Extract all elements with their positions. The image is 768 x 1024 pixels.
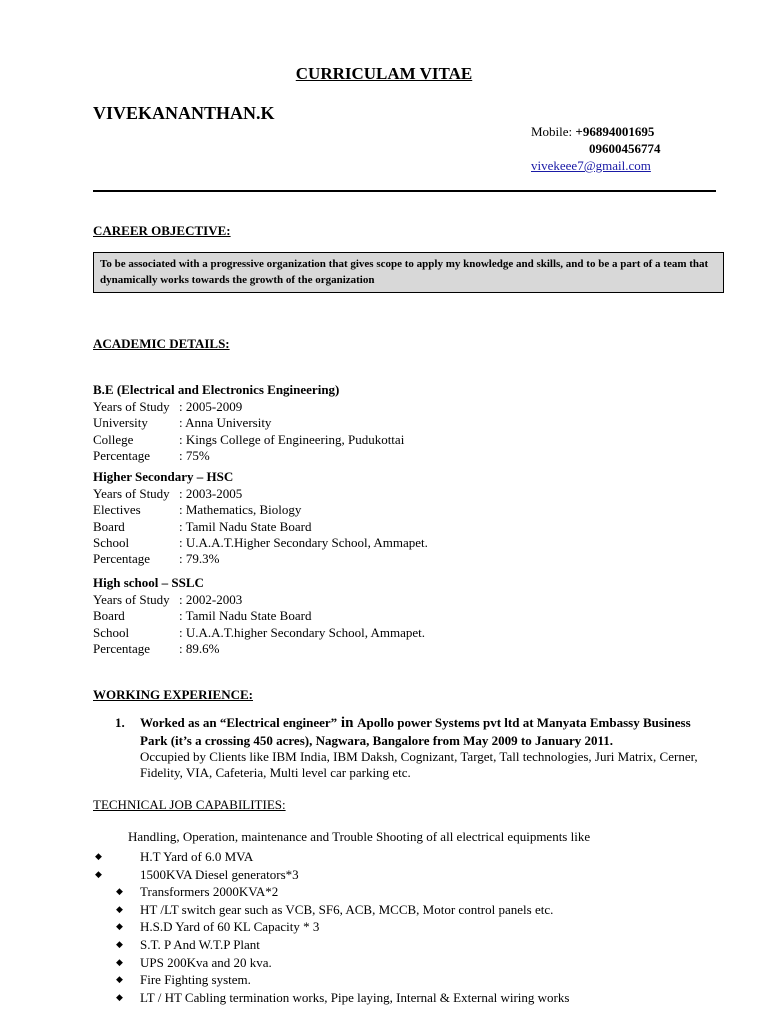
detail-key: Percentage [93, 640, 151, 656]
mobile-line [531, 123, 661, 140]
detail-row [93, 448, 404, 464]
detail-key: College [93, 431, 134, 447]
detail-value: : 75% [179, 447, 210, 463]
detail-key: School [93, 624, 130, 640]
detail-value: : 2003-2005 [179, 486, 243, 501]
diamond-bullet-icon: ◆ [116, 974, 123, 985]
list-item-text: H.S.D Yard of 60 KL Capacity * 3 [140, 919, 320, 935]
work-in: in [337, 715, 358, 731]
career-objective-box: To be associated with a progressive organization that gives scope to apply my knowledge and skills, and to be a part of a team that dynamically works towards the growth of the organization [93, 252, 724, 293]
list-item [93, 918, 569, 936]
list-item [93, 901, 569, 919]
work-clients: Occupied by Clients like IBM India, IBM Daksh, Cognizant, Target, Tall technologies, Juri Matrix, Cerner, Fidelity, VIA, Cafeteria, Multi level car parking etc. [140, 749, 698, 780]
detail-row [93, 551, 428, 567]
work-item-number: 1. [115, 715, 125, 730]
career-objective-heading: CAREER OBJECTIVE: [93, 223, 231, 238]
list-item [93, 954, 569, 972]
detail-value: : U.A.A.T.higher Secondary School, Ammapet. [179, 624, 425, 640]
be-details [93, 399, 404, 464]
be-title: B.E (Electrical and Electronics Engineering) [93, 382, 340, 397]
header-divider [93, 190, 716, 192]
hsc-title: Higher Secondary – HSC [93, 469, 234, 484]
list-item-text: UPS 200Kva and 20 kva. [140, 954, 272, 970]
diamond-bullet-icon: ◆ [116, 903, 123, 914]
work-intro: Worked as an [140, 715, 220, 730]
capabilities-list [93, 848, 569, 1006]
detail-row [93, 415, 404, 431]
detail-key: Percentage [93, 551, 151, 567]
detail-key: Years of Study [93, 486, 170, 501]
detail-row [93, 519, 428, 535]
list-item [93, 936, 569, 954]
diamond-bullet-icon: ◆ [116, 921, 123, 932]
mobile-number-1: +96894001695 [575, 124, 655, 139]
detail-row [93, 625, 425, 641]
detail-row [93, 432, 404, 448]
work-heading: WORKING EXPERIENCE: [93, 687, 253, 702]
diamond-bullet-icon: ◆ [116, 886, 123, 897]
detail-key: Percentage [93, 447, 151, 463]
list-item-text: Fire Fighting system. [140, 972, 251, 988]
detail-row [93, 486, 428, 502]
diamond-bullet-icon: ◆ [116, 956, 123, 967]
email-link[interactable]: vivekeee7@gmail.com [531, 158, 651, 173]
detail-key: University [93, 415, 148, 431]
detail-key: Board [93, 518, 125, 534]
list-item [93, 848, 569, 866]
detail-row [93, 608, 425, 624]
detail-value: : Kings College of Engineering, Pudukottai [179, 431, 405, 447]
sslc-details [93, 592, 425, 657]
technical-intro: Handling, Operation, maintenance and Trouble Shooting of all electrical equipments like [128, 829, 591, 844]
list-item-text: Transformers 2000KVA*2 [140, 884, 279, 900]
work-role: “Electrical engineer” [219, 715, 338, 730]
list-item-text: LT / HT Cabling termination works, Pipe laying, Internal & External wiring works [140, 989, 570, 1005]
hsc-details [93, 486, 428, 567]
detail-value: : Anna University [179, 415, 272, 431]
mobile-label: Mobile: [531, 124, 576, 139]
detail-row [93, 399, 404, 415]
work-company: Apollo power Systems pvt ltd at Manyata Embassy Business Park (it’s a crossing 450 acres), Nagwara, Bangalore from May 2009 to January 2011. [140, 715, 691, 748]
candidate-name: VIVEKANANTHAN.K [93, 103, 275, 123]
detail-value: : 89.6% [179, 640, 220, 656]
detail-value: : U.A.A.T.Higher Secondary School, Ammapet. [179, 534, 428, 550]
list-item [93, 866, 569, 884]
detail-value: : 2005-2009 [179, 399, 243, 414]
detail-row [93, 592, 425, 608]
work-item [115, 714, 720, 781]
list-item [93, 883, 569, 901]
list-item-text: H.T Yard of 6.0 MVA [140, 849, 254, 864]
diamond-bullet-icon: ◆ [116, 991, 123, 1002]
technical-heading: TECHNICAL JOB CAPABILITIES: [93, 797, 286, 812]
detail-key: School [93, 534, 130, 550]
list-item-text: 1500KVA Diesel generators*3 [140, 866, 299, 882]
detail-row [93, 502, 428, 518]
detail-key: Board [93, 608, 125, 624]
detail-value: : Tamil Nadu State Board [179, 518, 312, 534]
list-item-text: S.T. P And W.T.P Plant [140, 936, 260, 952]
detail-value: : 2002-2003 [179, 592, 243, 607]
academic-heading: ACADEMIC DETAILS: [93, 336, 230, 351]
detail-row [93, 641, 425, 657]
list-item [93, 971, 569, 989]
diamond-bullet-icon: ◆ [95, 868, 102, 879]
detail-row [93, 535, 428, 551]
detail-value: : 79.3% [179, 551, 220, 567]
sslc-title: High school – SSLC [93, 575, 204, 590]
detail-value: : Mathematics, Biology [179, 502, 302, 518]
contact-block [531, 123, 661, 174]
mobile-number-2: 09600456774 [589, 141, 661, 156]
diamond-bullet-icon: ◆ [116, 938, 123, 949]
detail-key: Electives [93, 502, 141, 518]
detail-key: Years of Study [93, 399, 170, 414]
detail-value: : Tamil Nadu State Board [179, 608, 312, 624]
diamond-bullet-icon: ◆ [95, 851, 102, 861]
document-title: CURRICULAM VITAE [295, 64, 473, 83]
detail-key: Years of Study [93, 592, 170, 607]
list-item-text: HT /LT switch gear such as VCB, SF6, ACB, MCCB, Motor control panels etc. [140, 901, 554, 917]
list-item [93, 989, 569, 1007]
